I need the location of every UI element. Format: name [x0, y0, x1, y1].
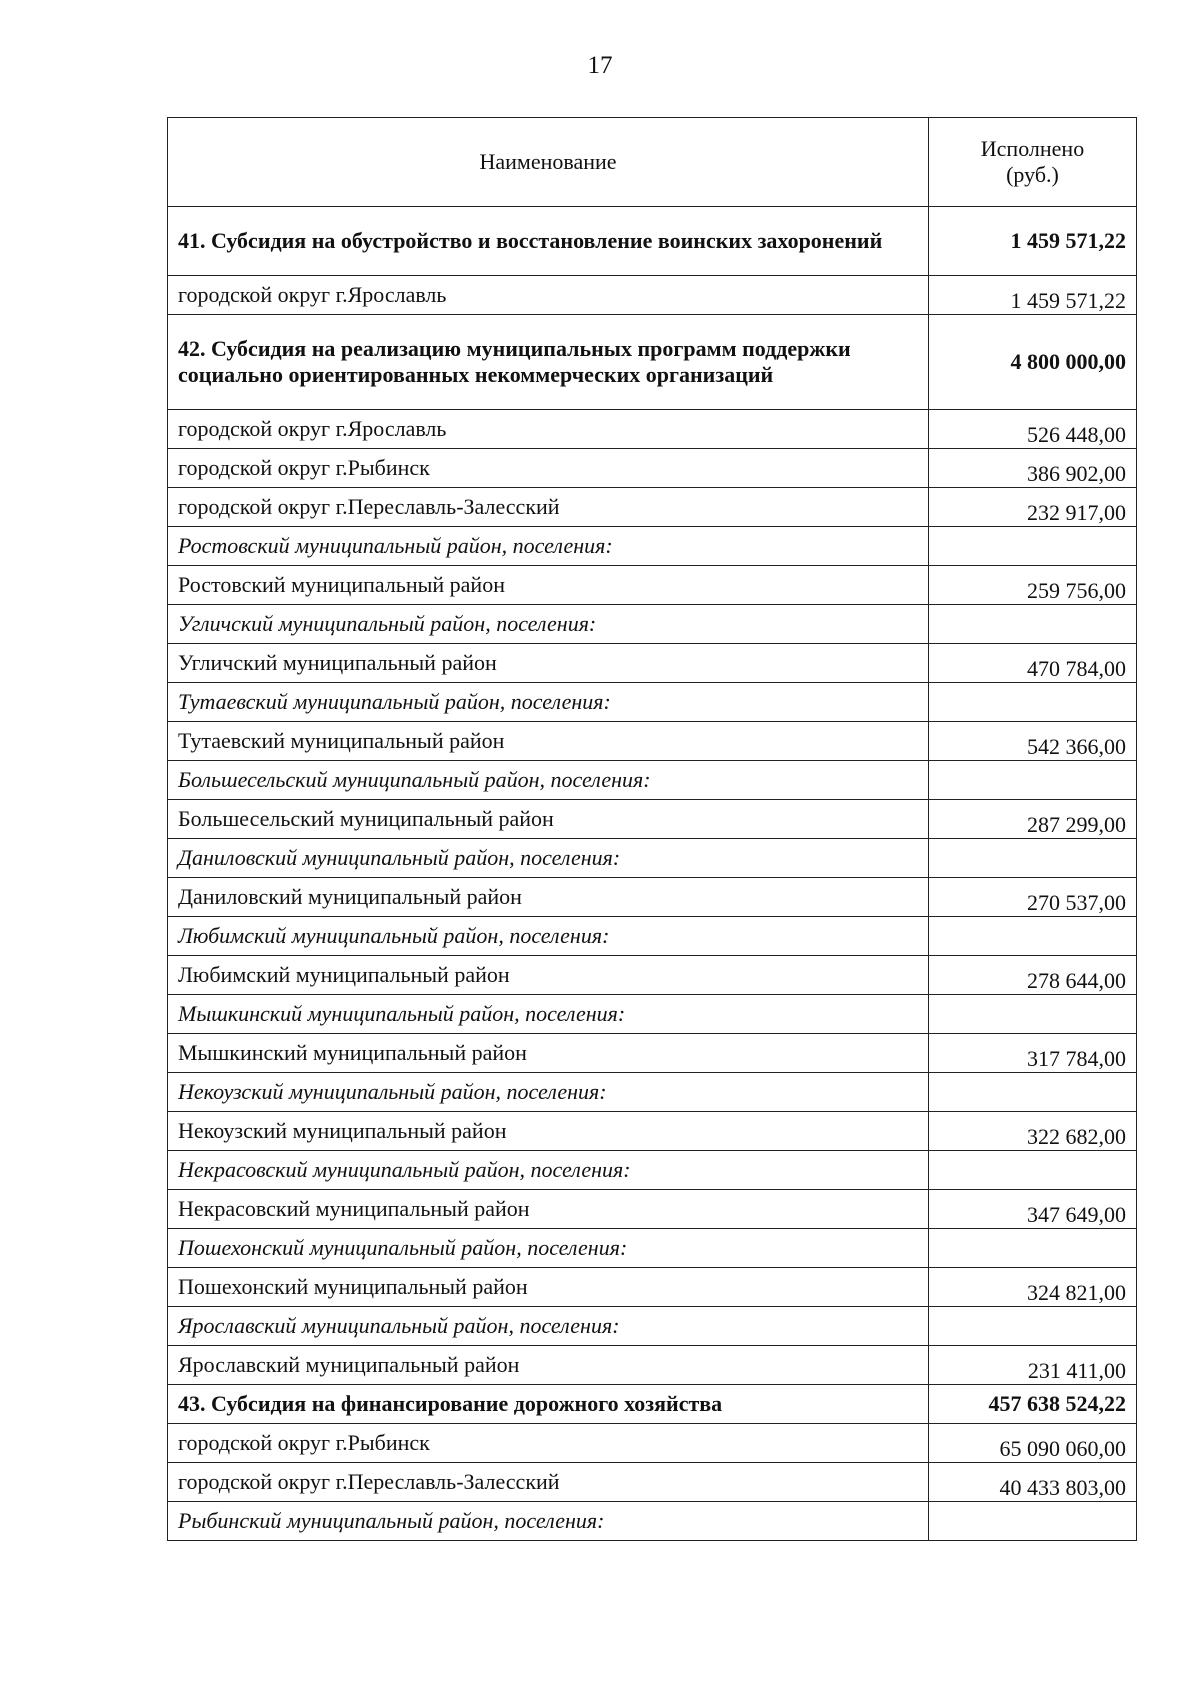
table-row	[168, 488, 1137, 527]
row-value: 278 644,00	[929, 956, 1137, 995]
row-name: Тутаевский муниципальный район, поселения:	[168, 683, 929, 722]
row-name: Тутаевский муниципальный район	[168, 722, 929, 761]
table-row-section	[168, 207, 1137, 276]
row-name: 42. Субсидия на реализацию муниципальных программ поддержки социально ориентированных некоммерческих организаций	[168, 315, 929, 410]
row-value: 347 649,00	[929, 1190, 1137, 1229]
row-name: 41. Субсидия на обустройство и восстановление воинских захоронений	[168, 207, 929, 276]
row-name: Мышкинский муниципальный район	[168, 1034, 929, 1073]
row-name: Ростовский муниципальный район	[168, 566, 929, 605]
table-row	[168, 1463, 1137, 1502]
row-value: 322 682,00	[929, 1112, 1137, 1151]
row-name: Даниловский муниципальный район	[168, 878, 929, 917]
row-name: Пошехонский муниципальный район	[168, 1268, 929, 1307]
budget-execution-table	[167, 117, 1137, 1541]
table-row-group	[168, 1073, 1137, 1112]
header-value	[929, 118, 1137, 207]
table-row	[168, 878, 1137, 917]
table-row	[168, 1190, 1137, 1229]
table-row	[168, 1112, 1137, 1151]
row-value: 232 917,00	[929, 488, 1137, 527]
row-value: 65 090 060,00	[929, 1424, 1137, 1463]
row-name: Даниловский муниципальный район, поселения:	[168, 839, 929, 878]
row-value: 457 638 524,22	[929, 1385, 1137, 1424]
row-value: 287 299,00	[929, 800, 1137, 839]
table-row-section	[168, 1385, 1137, 1424]
table-row	[168, 722, 1137, 761]
table-row	[168, 1268, 1137, 1307]
row-value	[929, 527, 1137, 566]
table-row	[168, 1346, 1137, 1385]
row-value	[929, 1151, 1137, 1190]
row-value	[929, 1502, 1137, 1541]
row-name: Рыбинский муниципальный район, поселения:	[168, 1502, 929, 1541]
table-row-group	[168, 527, 1137, 566]
row-name: Ростовский муниципальный район, поселения:	[168, 527, 929, 566]
row-value: 231 411,00	[929, 1346, 1137, 1385]
row-value	[929, 1229, 1137, 1268]
row-value	[929, 917, 1137, 956]
table-row	[168, 1034, 1137, 1073]
row-value	[929, 839, 1137, 878]
table-row-group	[168, 605, 1137, 644]
row-name: городской округ г.Рыбинск	[168, 1424, 929, 1463]
row-name: Любимский муниципальный район	[168, 956, 929, 995]
row-name: Ярославский муниципальный район	[168, 1346, 929, 1385]
row-value: 470 784,00	[929, 644, 1137, 683]
row-name: Некрасовский муниципальный район, поселения:	[168, 1151, 929, 1190]
row-name: Мышкинский муниципальный район, поселения:	[168, 995, 929, 1034]
row-value	[929, 1073, 1137, 1112]
row-value	[929, 683, 1137, 722]
row-value: 1 459 571,22	[929, 207, 1137, 276]
table-row-group	[168, 761, 1137, 800]
row-value	[929, 605, 1137, 644]
row-name: Большесельский муниципальный район	[168, 800, 929, 839]
table-row	[168, 800, 1137, 839]
row-value: 1 459 571,22	[929, 276, 1137, 315]
row-name: городской округ г.Переславль-Залесский	[168, 488, 929, 527]
table-row	[168, 449, 1137, 488]
row-name: городской округ г.Рыбинск	[168, 449, 929, 488]
table-row-group	[168, 1151, 1137, 1190]
row-value: 270 537,00	[929, 878, 1137, 917]
table-row-section	[168, 315, 1137, 410]
table-row	[168, 410, 1137, 449]
row-name: Большесельский муниципальный район, поселения:	[168, 761, 929, 800]
row-value: 4 800 000,00	[929, 315, 1137, 410]
table-row-group	[168, 839, 1137, 878]
row-value: 259 756,00	[929, 566, 1137, 605]
table-row-group	[168, 1502, 1137, 1541]
table-row	[168, 956, 1137, 995]
row-name: городской округ г.Ярославль	[168, 410, 929, 449]
row-value	[929, 761, 1137, 800]
row-name: Угличский муниципальный район, поселения:	[168, 605, 929, 644]
header-name: Наименование	[168, 118, 929, 207]
header-value-line1: Исполнено	[980, 136, 1085, 161]
row-name: Угличский муниципальный район	[168, 644, 929, 683]
table-row	[168, 644, 1137, 683]
row-value: 40 433 803,00	[929, 1463, 1137, 1502]
row-value: 324 821,00	[929, 1268, 1137, 1307]
table-row	[168, 276, 1137, 315]
table-row-group	[168, 1307, 1137, 1346]
row-name: 43. Субсидия на финансирование дорожного хозяйства	[168, 1385, 929, 1424]
table-header	[168, 118, 1137, 207]
table-row	[168, 1424, 1137, 1463]
row-name: городской округ г.Переславль-Залесский	[168, 1463, 929, 1502]
table-row	[168, 566, 1137, 605]
table-body	[168, 207, 1137, 1541]
table-row-group	[168, 1229, 1137, 1268]
row-value	[929, 995, 1137, 1034]
row-name: Пошехонский муниципальный район, поселения:	[168, 1229, 929, 1268]
row-name: Некоузский муниципальный район	[168, 1112, 929, 1151]
row-value: 386 902,00	[929, 449, 1137, 488]
row-name: Ярославский муниципальный район, поселения:	[168, 1307, 929, 1346]
row-value: 317 784,00	[929, 1034, 1137, 1073]
row-value: 542 366,00	[929, 722, 1137, 761]
row-name: Некрасовский муниципальный район	[168, 1190, 929, 1229]
table-row-group	[168, 995, 1137, 1034]
page-number: 17	[587, 52, 613, 79]
row-value	[929, 1307, 1137, 1346]
table-row-group	[168, 683, 1137, 722]
row-name: городской округ г.Ярославль	[168, 276, 929, 315]
table-row-group	[168, 917, 1137, 956]
row-value: 526 448,00	[929, 410, 1137, 449]
header-value-line2: (руб.)	[1006, 162, 1059, 187]
row-name: Некоузский муниципальный район, поселения:	[168, 1073, 929, 1112]
row-name: Любимский муниципальный район, поселения:	[168, 917, 929, 956]
